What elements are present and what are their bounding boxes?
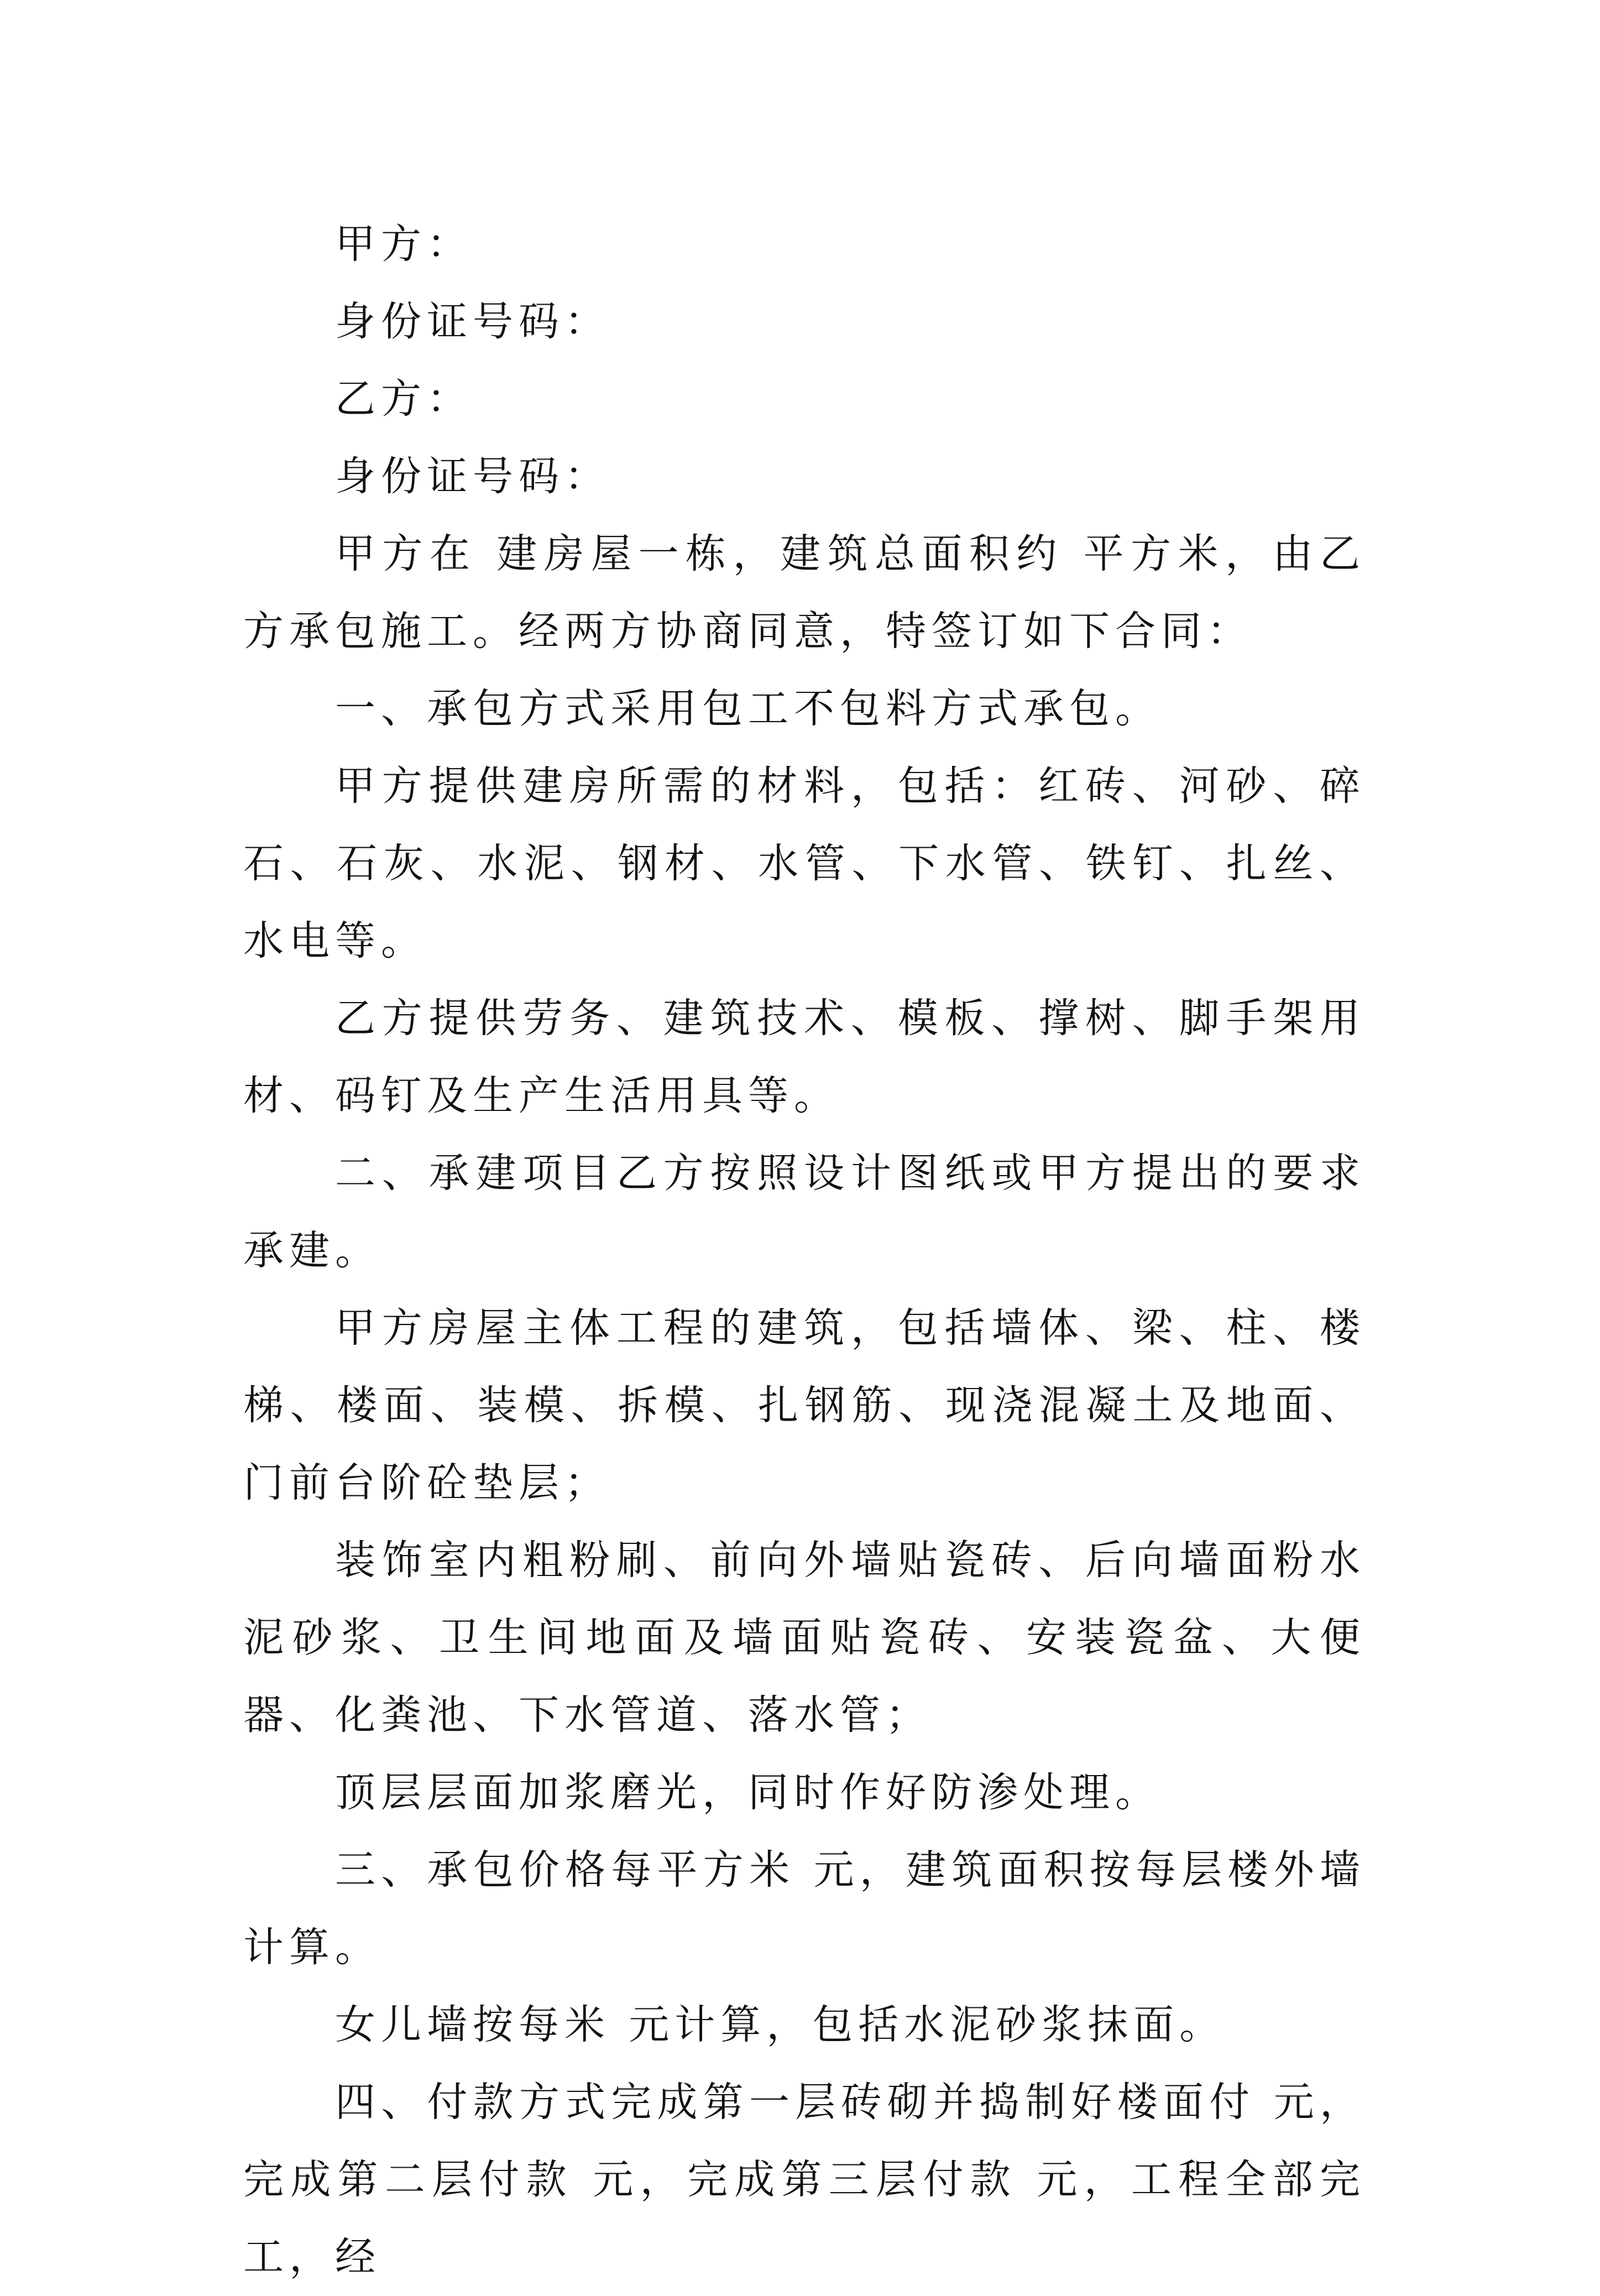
- party-b-line: 乙方：: [335, 375, 473, 422]
- contract-intro: 甲方在 建房屋一栋，建筑总面积约 平方米，由乙方承包施工。经两方协商同意，特签订如下合同：: [243, 530, 1366, 655]
- party-b-id-line: 身份证号码：: [335, 453, 610, 500]
- clause-3-parapet: 女儿墙按每米 元计算，包括水泥砂浆抹面。: [335, 2001, 1226, 2048]
- clause-2-decoration: 装饰室内粗粉刷、前向外墙贴瓷砖、后向墙面粉水泥砂浆、卫生间地面及墙面贴瓷砖、安装瓷盆、大便器、化粪池、下水管道、落水管；: [243, 1537, 1366, 1739]
- clause-4-payment: 四、付款方式完成第一层砖砌并捣制好楼面付 元，完成第二层付款 元，完成第三层付款 元，工程全部完工，经: [243, 2079, 1366, 2281]
- clause-2-main-structure: 甲方房屋主体工程的建筑，包括墙体、梁、柱、楼梯、楼面、装模、拆模、扎钢筋、现浇混凝土及地面、门前台阶砼垫层；: [243, 1304, 1366, 1506]
- contract-body: [243, 206, 1366, 2296]
- clause-1-heading: 一、承包方式采用包工不包料方式承包。: [335, 685, 1161, 732]
- clause-1-party-a-materials: 甲方提供建房所需的材料，包括：红砖、河砂、碎石、石灰、水泥、钢材、水管、下水管、铁钉、扎丝、水电等。: [243, 763, 1366, 964]
- party-a-line: 甲方：: [335, 221, 473, 268]
- clause-1-party-b-supplies: 乙方提供劳务、建筑技术、模板、撑树、脚手架用材、码钉及生产生活用具等。: [243, 995, 1366, 1119]
- party-a-id-line: 身份证号码：: [335, 298, 610, 345]
- clause-2-roof: 顶层层面加浆磨光，同时作好防渗处理。: [335, 1769, 1161, 1816]
- clause-2-heading: 二、承建项目乙方按照设计图纸或甲方提出的要求承建。: [243, 1150, 1366, 1274]
- clause-3-price: 三、承包价格每平方米 元，建筑面积按每层楼外墙计算。: [243, 1846, 1366, 1971]
